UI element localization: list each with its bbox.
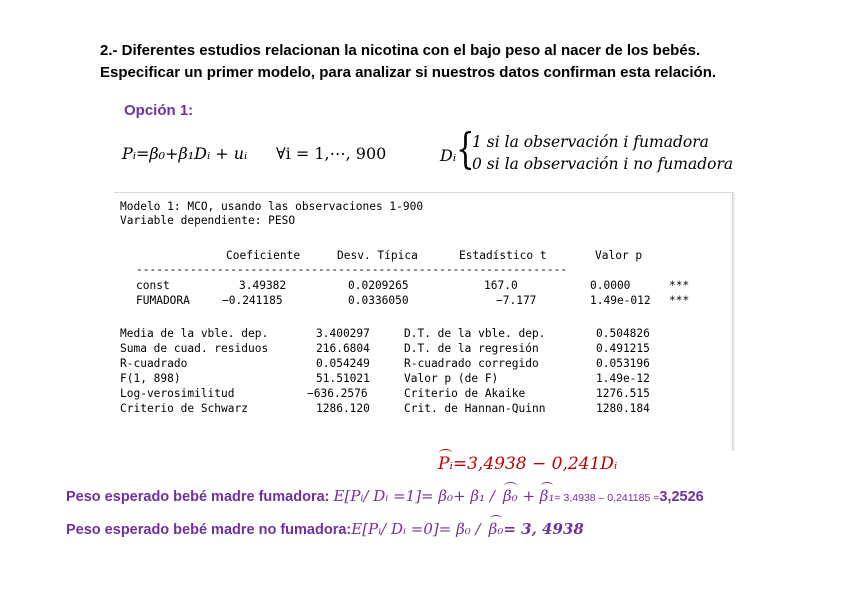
stat-value: 1280.184 [596,402,650,415]
smoker-label: Peso esperado bebé madre fumadora: [66,489,330,505]
hat-beta0: β₀ [488,520,504,538]
fitted-equation [438,454,617,474]
stat-label: R-cuadrado [120,357,188,370]
nonsmoker-expectation: E[Pᵢ/ Dᵢ =0] [351,520,439,538]
stat-label: Log-verosimilitud [120,387,235,400]
smoker-expectation: E[Pᵢ/ Dᵢ =1] [333,487,422,505]
regression-output-panel [114,192,733,451]
col-header-se: Desv. Típica [337,249,418,262]
row-name: FUMADORA [136,294,190,307]
row-p: 1.49e-012 [590,294,651,307]
row-stars: *** [669,279,690,292]
stat-label: Valor p (de F) [404,372,499,385]
row-se: 0.0209265 [348,279,409,292]
smoker-betas: = β₀+ β₁ / [421,487,495,505]
stat-label: R-cuadrado corregido [404,357,539,370]
dummy-label: Dᵢ [440,146,457,165]
stat-value: 1286.120 [316,402,370,415]
stat-label: F(1, 898) [120,372,181,385]
nonsmoker-beta: = β₀ / [438,520,481,538]
fitted-lhs: Pᵢ [438,454,453,474]
model-equation: Pᵢ=β₀+β₁Dᵢ + uᵢ [122,144,248,163]
stat-value: 0.491215 [596,342,650,355]
output-separator: ---------------------------------------------------------------- [136,263,568,276]
stat-label: Crit. de Hannan-Quinn [404,402,546,415]
stat-value: 1.49e-12 [596,372,650,385]
heading-line-1: 2.- Diferentes estudios relacionan la nicotina con el bajo peso al nacer de los bebés. [100,42,701,59]
row-coef: −0.241185 [222,294,283,307]
output-dependent: Variable dependiente: PESO [120,214,296,227]
option-label: Opción 1: [124,102,194,119]
stat-label: Suma de cuad. residuos [120,342,269,355]
model-quantifier: ∀i = 1,⋯, 900 [276,144,387,163]
stat-value: −636.2576 [307,387,368,400]
plus-sign: + [517,487,540,505]
output-title: Modelo 1: MCO, usando las observaciones 1-900 [120,200,424,213]
stat-value: 3.400297 [316,327,370,340]
stat-label: D.T. de la vble. dep. [404,327,546,340]
heading-line-2: Especificar un primer modelo, para analizar si nuestros datos confirman esta relación. [100,64,717,81]
row-name: const [136,279,170,292]
stat-label: Media de la vble. dep. [120,327,269,340]
stat-label: D.T. de la regresión [404,342,539,355]
hat-beta1: β₁ [539,487,555,505]
stat-value: 0.054249 [316,357,370,370]
stat-label: Criterio de Akaike [404,387,526,400]
dummy-case-1: 1 si la observación i fumadora [472,133,709,151]
smoker-expected-weight [66,487,704,505]
stat-value: 216.6804 [316,342,370,355]
col-header-t: Estadístico t [459,249,547,262]
fitted-rhs: =3,4938 − 0,241Dᵢ [452,454,618,474]
nonsmoker-expected-weight [66,520,584,538]
nonsmoker-label: Peso esperado bebé madre no fumadora: [66,522,352,538]
stat-value: 1276.515 [596,387,650,400]
stat-value: 51.51021 [316,372,370,385]
row-se: 0.0336050 [348,294,409,307]
col-header-coef: Coeficiente [226,249,301,262]
row-p: 0.0000 [590,279,631,292]
stat-label: Criterio de Schwarz [120,402,248,415]
smoker-result: 3,2526 [659,489,704,505]
hat-beta0: β₀ [502,487,518,505]
row-t: 167.0 [484,279,518,292]
stat-value: 0.053196 [596,357,650,370]
row-t: −7.177 [496,294,537,307]
row-coef: 3.49382 [239,279,287,292]
nonsmoker-result: = 3, 4938 [503,520,584,538]
col-header-p: Valor p [595,249,643,262]
row-stars: *** [669,294,690,307]
dummy-case-2: 0 si la observación i no fumadora [472,155,734,173]
stat-value: 0.504826 [596,327,650,340]
cases-brace: { [456,124,475,173]
smoker-calc: = 3,4938 – 0,241185 = [554,492,660,504]
